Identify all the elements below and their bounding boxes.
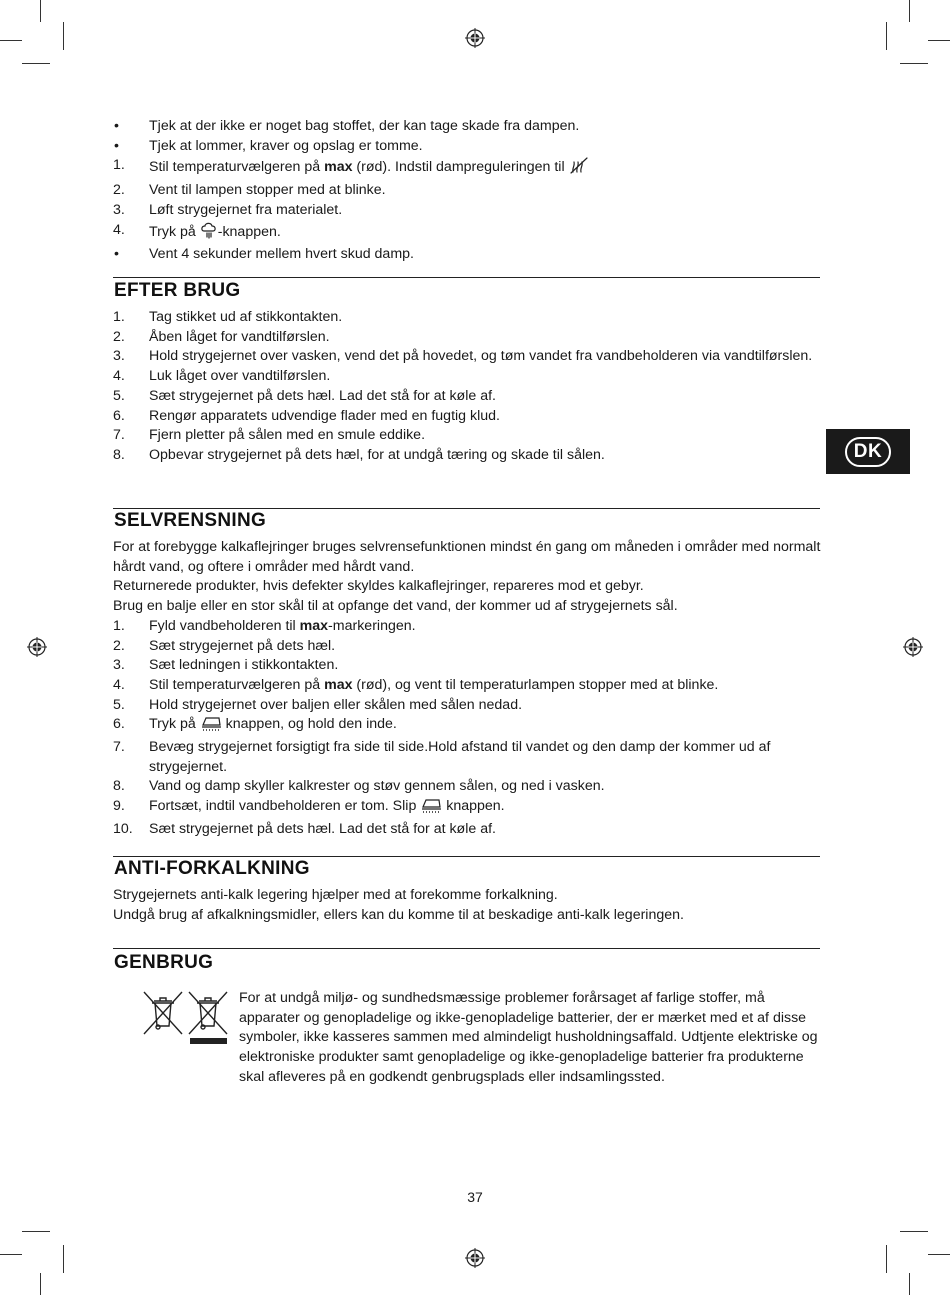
list-item — [113, 367, 823, 387]
section-divider — [113, 948, 820, 949]
list-item-text — [149, 638, 335, 654]
anti-forkalkning-body — [113, 886, 823, 925]
text-run: knappen, og hold den inde. — [221, 716, 397, 733]
crop-mark — [886, 22, 887, 50]
list-item-text — [149, 348, 812, 364]
list-item — [113, 820, 823, 840]
text-run: (rød), og vent til temperaturlampen stopper med at blinke. — [352, 676, 719, 693]
text-run: Tryk på — [149, 716, 200, 733]
list-number: 5. — [113, 387, 125, 404]
bullet-marker: • — [114, 137, 119, 154]
list-number: 7. — [113, 739, 125, 756]
crop-mark — [909, 1273, 910, 1295]
text-run: Stil temperaturvælgeren på — [149, 676, 325, 693]
list-item-text — [149, 821, 496, 837]
page-number: 37 — [467, 1189, 483, 1205]
section-title-genbrug: GENBRUG — [114, 952, 214, 973]
text-run: Bevæg strygejernet forsigtigt fra side til side.Hold afstand til vandet og den damp der kommer ud af strygejernet. — [149, 739, 771, 775]
self-clean-icon — [420, 797, 442, 820]
weee-crossed-bin-bar-icon — [187, 990, 229, 1046]
list-number: 1. — [113, 157, 125, 174]
list-number: 4. — [113, 368, 125, 385]
list-item — [113, 777, 823, 797]
list-number: 6. — [113, 407, 125, 424]
crop-mark — [22, 63, 50, 64]
list-item — [113, 656, 823, 676]
text-run: Fortsæt, indtil vandbeholderen er tom. Slip — [149, 798, 421, 815]
list-item-text — [149, 202, 342, 218]
text-run: knappen. — [442, 798, 505, 815]
list-item — [113, 117, 823, 137]
list-number: 9. — [113, 798, 125, 815]
list-number: 10. — [113, 820, 133, 837]
registration-mark-icon — [27, 637, 47, 657]
bold-text: max — [324, 159, 353, 176]
crop-mark — [909, 0, 910, 22]
list-item-text — [149, 182, 386, 198]
list-item — [113, 156, 823, 181]
text-run: Tjek at lommer, kraver og opslag er tomme. — [149, 137, 423, 154]
text-run: Opbevar strygejernet på dets hæl, for at undgå tæring og skade til sålen. — [149, 446, 605, 463]
list-number: 3. — [113, 348, 125, 365]
list-number: 4. — [113, 221, 125, 238]
selvrensning-list — [113, 617, 823, 840]
list-item-text — [149, 739, 770, 775]
text-run: Åben låget for vandtilførslen. — [149, 328, 330, 345]
list-number: 7. — [113, 427, 125, 444]
registration-mark-icon — [465, 1248, 485, 1268]
list-item-text — [149, 138, 423, 154]
list-item-text — [149, 368, 330, 384]
bold-text: max — [324, 676, 353, 693]
text-run: -knappen. — [217, 223, 281, 240]
list-number: 2. — [113, 637, 125, 654]
list-item — [113, 137, 823, 157]
paragraph: Brug en balje eller en stor skål til at opfange det vand, der kommer ud af strygejernets sål. — [113, 598, 678, 615]
list-item — [113, 245, 823, 265]
text-run: Hold strygejernet over vasken, vend det på hovedet, og tøm vandet fra vandbeholderen via vandtilførslen. — [149, 348, 813, 365]
list-number: 1. — [113, 617, 125, 634]
list-item — [113, 387, 823, 407]
bullet-marker: • — [114, 118, 119, 134]
text-run: -markeringen. — [328, 617, 416, 634]
text-run: Rengør apparatets udvendige flader med en fugtig klud. — [149, 407, 500, 424]
language-tab — [826, 429, 910, 474]
crop-mark — [900, 1231, 928, 1232]
section-divider — [113, 277, 820, 278]
list-item — [113, 797, 823, 820]
paragraph: Undgå brug af afkalkningsmidler, ellers kan du komme til at beskadige anti-kalk legeringen. — [113, 906, 684, 923]
crop-mark — [0, 40, 22, 41]
section-divider — [113, 856, 820, 857]
list-number: 6. — [113, 716, 125, 733]
list-item-text — [149, 716, 397, 732]
list-item-text — [149, 408, 500, 424]
text-run: Tjek at der ikke er noget bag stoffet, der kan tage skade fra dampen. — [149, 118, 580, 134]
bold-text: max — [299, 617, 329, 634]
text-run: Fjern pletter på sålen med en smule eddike. — [149, 427, 426, 444]
text-run: Sæt ledningen i stikkontakten. — [149, 657, 339, 674]
list-number: 8. — [113, 446, 125, 463]
list-item-text — [149, 778, 605, 794]
list-number: 3. — [113, 657, 125, 674]
list-item — [113, 181, 823, 201]
list-item-text — [149, 309, 342, 325]
crop-mark — [63, 1245, 64, 1273]
list-number: 1. — [113, 309, 125, 325]
list-item — [113, 347, 823, 367]
registration-mark-icon — [903, 637, 923, 657]
list-item — [113, 637, 823, 657]
list-item-text — [149, 657, 338, 673]
list-item-text — [149, 118, 579, 134]
list-item — [113, 696, 823, 716]
list-item — [113, 446, 823, 466]
text-run: Vand og damp skyller kalkrester og støv gennem sålen, og ned i vasken. — [149, 778, 605, 795]
paragraph: Strygejernets anti-kalk legering hjælper med at forekomme forkalkning. — [113, 887, 558, 903]
self-clean-icon — [200, 715, 222, 738]
list-item-text — [149, 798, 505, 814]
intro-list — [113, 117, 823, 265]
list-number: 4. — [113, 676, 125, 693]
list-item — [113, 308, 823, 328]
text-run: Sæt strygejernet på dets hæl. Lad det stå for at køle af. — [149, 387, 496, 404]
list-number: 3. — [113, 201, 125, 218]
crop-mark — [900, 63, 928, 64]
text-run: Vent 4 sekunder mellem hvert skud damp. — [149, 246, 414, 263]
section-divider — [113, 508, 820, 509]
selvrensning-body — [113, 538, 823, 840]
list-number: 5. — [113, 696, 125, 713]
text-run: Sæt strygejernet på dets hæl. — [149, 637, 336, 654]
registration-mark-icon — [465, 28, 485, 48]
list-item — [113, 201, 823, 221]
crop-mark — [22, 1231, 50, 1232]
text-run: Luk låget over vandtilførslen. — [149, 368, 331, 385]
paragraph: Returnerede produkter, hvis defekter skyldes kalkaflejringer, repareres mod et gebyr. — [113, 578, 644, 595]
list-item — [113, 617, 823, 637]
list-item-text — [149, 388, 496, 404]
text-run: Løft strygejernet fra materialet. — [149, 201, 343, 218]
crop-mark — [40, 0, 41, 22]
weee-crossed-bin-icon — [142, 990, 184, 1036]
paragraph: For at forebygge kalkaflejringer bruges selvrensefunktionen mindst én gang om måneden i områder med normalt hårdt vand, og oftere i områder med hårdt vand. — [113, 539, 821, 575]
list-item-text — [149, 618, 416, 634]
text-run: Stil temperaturvælgeren på — [149, 159, 325, 176]
text-run: (rød). Indstil dampreguleringen til — [352, 159, 569, 176]
list-item-text — [149, 427, 425, 443]
list-item — [113, 426, 823, 446]
list-item-text — [149, 447, 605, 463]
list-number: 2. — [113, 182, 125, 199]
text-run: Vent til lampen stopper med at blinke. — [149, 182, 386, 199]
list-item — [113, 738, 823, 777]
list-item-text — [149, 159, 589, 175]
crop-mark — [0, 1254, 22, 1255]
list-item-text — [149, 246, 414, 262]
efter-brug-list — [113, 308, 823, 466]
list-item — [113, 221, 823, 246]
list-item-text — [149, 329, 330, 345]
list-number: 2. — [113, 328, 125, 345]
steam-shot-icon — [200, 221, 218, 246]
list-item — [113, 407, 823, 427]
crop-mark — [928, 1254, 950, 1255]
list-item-text — [149, 224, 281, 240]
crop-mark — [40, 1273, 41, 1295]
text-run: Sæt strygejernet på dets hæl. Lad det stå for at køle af. — [149, 820, 496, 837]
list-item — [113, 328, 823, 348]
text-run: Tryk på — [149, 223, 200, 240]
section-title-selvrensning: SELVRENSNING — [114, 510, 267, 531]
list-item-text — [149, 677, 718, 693]
language-tab-label: DK — [845, 437, 891, 467]
steam-setting-icon — [569, 156, 589, 181]
list-item — [113, 715, 823, 738]
genbrug-text: For at undgå miljø- og sundhedsmæssige problemer forårsaget af farlige stoffer, må apparater og genopladelige og ikke-genopladelige batterier, der er mærket med et af disse symboler, ikke kasseres sammen med almindeligt husholdningsaffald. Udtjente elektriske og elektroniske produkter samt genopladelige og ikke-genopladelige batterier fra produkterne skal afleveres på en godkendt genbrugsplads eller indsamlingssted. — [239, 990, 818, 1085]
section-title-anti-forkalkning: ANTI-FORKALKNING — [114, 858, 310, 879]
text-run: Tag stikket ud af stikkontakten. — [149, 309, 343, 325]
list-item — [113, 676, 823, 696]
crop-mark — [928, 40, 950, 41]
text-run: Fyld vandbeholderen til — [149, 617, 300, 634]
bullet-marker: • — [114, 246, 119, 263]
section-title-efter-brug: EFTER BRUG — [114, 280, 241, 301]
list-item-text — [149, 697, 522, 713]
crop-mark — [63, 22, 64, 50]
crop-mark — [886, 1245, 887, 1273]
text-run: Hold strygejernet over baljen eller skålen med sålen nedad. — [149, 696, 523, 713]
list-number: 8. — [113, 778, 125, 795]
